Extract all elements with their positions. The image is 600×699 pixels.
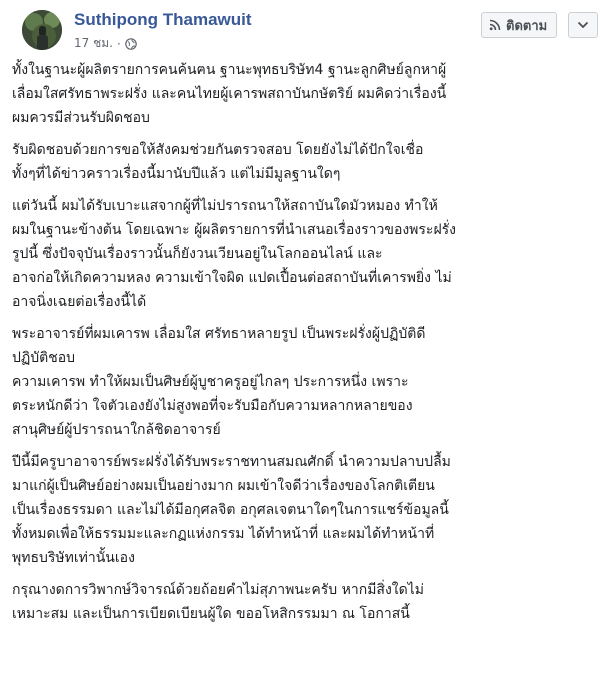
post-paragraph xyxy=(12,578,590,626)
more-options-button[interactable] xyxy=(568,12,598,38)
meta-separator: · xyxy=(116,36,121,51)
follow-button[interactable] xyxy=(481,12,557,38)
post-text-line: ความเคารพ ทำให้ผมเป็นศิษย์ผู้บูชาครูอยู่ไกลๆ ประการหนึ่ง เพราะ xyxy=(12,374,409,390)
post-text-line: อาจนิ่งเฉยต่อเรื่องนี้ได้ xyxy=(12,294,147,310)
post-text-line: สานุศิษย์ผู้ปรารถนาใกล้ชิดอาจารย์ xyxy=(12,422,221,438)
post-paragraph xyxy=(12,58,590,130)
post-text-line: พระอาจารย์ที่ผมเคารพ เลื่อมใส ศรัทธาหลายรูป เป็นพระฝรั่งผู้ปฏิบัติดี xyxy=(12,326,426,342)
post-text-line: รูปนี้ ซึ่งปัจจุบันเรื่องราวนั้นก็ยังวนเวียนอยู่ในโลกออนไลน์ และ xyxy=(12,246,383,262)
avatar[interactable] xyxy=(22,10,62,50)
post-meta xyxy=(74,34,137,53)
post-text-line: เลื่อมใสศรัทธาพระฝรั่ง และคนไทยผู้เคารพสถาบันกษัตริย์ ผมคิดว่าเรื่องนี้ xyxy=(12,86,447,102)
post-text-line: ทั้งหมดเพื่อให้ธรรมมะและกฏแห่งกรรม ได้ทำหน้าที่ และผมได้ทำหน้าที่ xyxy=(12,526,435,542)
rss-icon xyxy=(489,19,501,31)
post-paragraph xyxy=(12,138,590,186)
post-text-line: มาแก่ผู้เป็นศิษย์อย่างผมเป็นอย่างมาก ผมเข้าใจดีว่าเรื่องของโลกติเตียน xyxy=(12,478,435,494)
post-text xyxy=(12,58,590,634)
post-text-line: พุทธบริษัทเท่านั้นเอง xyxy=(12,550,135,566)
author-name[interactable]: Suthipong Thamawuit xyxy=(74,10,252,29)
globe-icon[interactable] xyxy=(125,38,137,50)
post-text-line: ผมควรมีส่วนรับผิดชอบ xyxy=(12,110,150,126)
post-timestamp[interactable]: 17 ชม. xyxy=(74,36,113,50)
post-text-line: ทั้งในฐานะผู้ผลิตรายการคนค้นฅน ฐานะพุทธบริษัท4 ฐานะลูกศิษย์ลูกหาผู้ xyxy=(12,62,447,78)
post-text-line: อาจก่อให้เกิดความหลง ความเข้าใจผิด แปดเปื้อนต่อสถาบันที่เคารพยิ่ง ไม่ xyxy=(12,270,452,286)
post-text-line: รับผิดชอบด้วยการขอให้สังคมช่วยกันตรวจสอบ โดยยังไม่ได้ปักใจเชื่อ xyxy=(12,142,424,158)
post-text-line: กรุณางดการวิพากษ์วิจารณ์ด้วยถ้อยคำไม่สุภาพนะครับ หากมีสิ่งใดไม่ xyxy=(12,582,425,598)
avatar-image xyxy=(22,10,62,50)
post-paragraph xyxy=(12,322,590,442)
post-text-line: เหมาะสม และเป็นการเบียดเบียนผู้ใด ขออโหสิกรรมมา ณ โอกาสนี้ xyxy=(12,606,410,622)
post-text-line: ผมในฐานะข้างต้น โดยเฉพาะ ผู้ผลิตรายการที่นำเสนอเรื่องราวของพระฝรั่ง xyxy=(12,222,457,238)
post-text-line: ปฏิบัติชอบ xyxy=(12,350,76,366)
post-paragraph xyxy=(12,450,590,570)
follow-button-label: ติดตาม xyxy=(506,18,548,34)
post-header xyxy=(12,0,590,58)
post-text-line: ตระหนักดีว่า ใจตัวเองยังไม่สูงพอที่จะรับมือกับความหลากหลายของ xyxy=(12,398,413,414)
chevron-down-icon xyxy=(578,22,588,28)
post-text-line: แต่วันนี้ ผมได้รับเบาะแสจากผู้ที่ไม่ปรารถนาให้สถาบันใดมัวหมอง ทำให้ xyxy=(12,198,438,214)
post-text-line: ทั้งๆที่ได้ข่าวคราวเรื่องนี้มานับปีแล้ว แต่ไม่มีมูลฐานใดๆ xyxy=(12,166,341,182)
post-text-line: เป็นเรื่องธรรมดา และไม่ได้มีอกุศลจิต อกุศลเจตนาใดๆในการแชร์ข้อมูลนี้ xyxy=(12,502,449,518)
post-paragraph xyxy=(12,194,590,314)
post-text-line: ปีนี้มีครูบาอาจารย์พระฝรั่งได้รับพระราชทานสมณศักดิ์ นำความปลาบปลื้ม xyxy=(12,454,451,470)
